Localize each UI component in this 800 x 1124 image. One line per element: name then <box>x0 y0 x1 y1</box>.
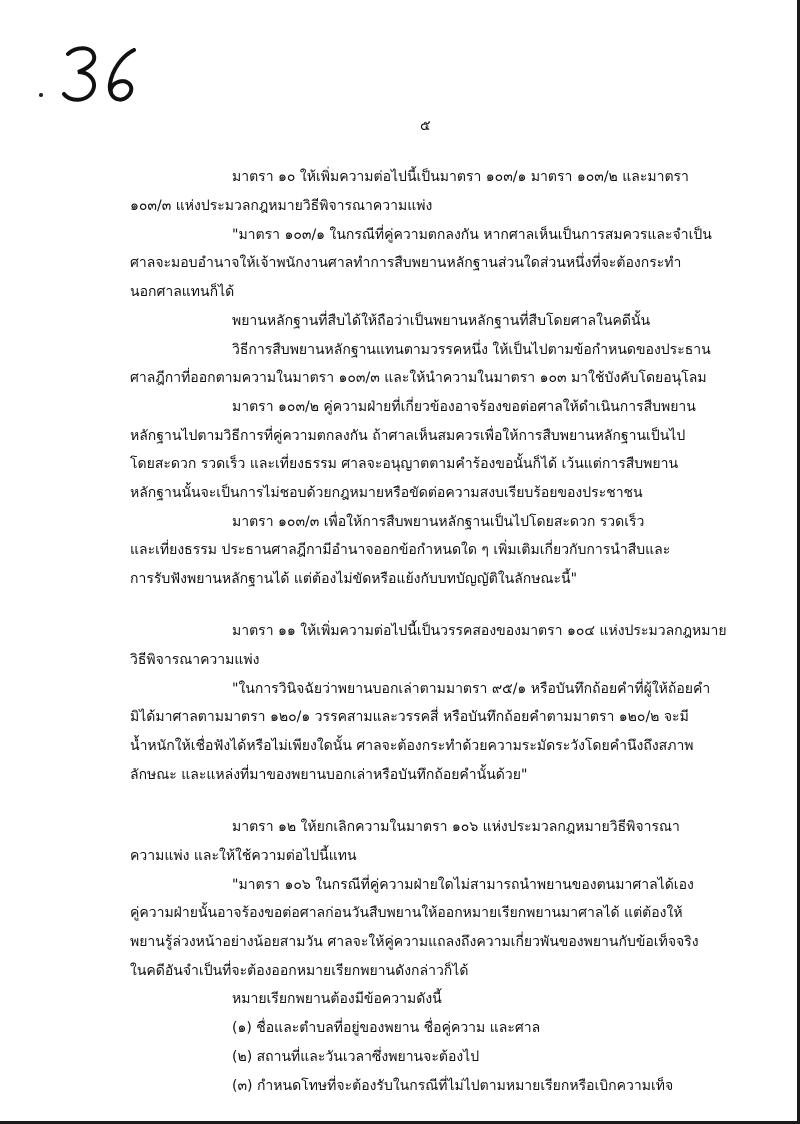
text-line: วิธีพิจารณาความแพ่ง <box>130 652 260 668</box>
text-line: มาตรา ๑๒ ให้ยกเลิกความในมาตรา ๑๐๖ แห่งประมวลกฎหมายวิธีพิจารณา <box>232 819 680 835</box>
text-line: การรับฟังพยานหลักฐานได้ แต่ต้องไม่ขัดหรือแย้งกับบทบัญญัติในลักษณะนี้" <box>130 571 578 587</box>
text-line: ๑๐๓/๓ แห่งประมวลกฎหมายวิธีพิจารณาความแพ่ง <box>130 198 433 214</box>
text-line: มิได้มาศาลตามมาตรา ๑๒๐/๑ วรรคสามและวรรคสี่ หรือบันทึกถ้อยคำตามมาตรา ๑๒๐/๒ จะมี <box>130 709 689 725</box>
text-line: (๑) ชื่อและตำบลที่อยู่ของพยาน ชื่อคู่ความ และศาล <box>232 1020 541 1036</box>
scan-dot <box>39 93 43 97</box>
text-line: ความแพ่ง และให้ใช้ความต่อไปนี้แทน <box>130 848 357 864</box>
text-line: คู่ความฝ่ายนั้นอาจร้องขอต่อศาลก่อนวันสืบพยานให้ออกหมายเรียกพยานมาศาลได้ แต่ต้องให้ <box>130 905 683 921</box>
text-line: พยานหลักฐานที่สืบได้ให้ถือว่าเป็นพยานหลักฐานที่สืบโดยศาลในคดีนั้น <box>232 313 651 329</box>
text-line: ลักษณะ และแหล่งที่มาของพยานบอกเล่าหรือบันทึกถ้อยคำนั้นด้วย" <box>130 767 528 783</box>
handwritten-page-number <box>62 44 142 106</box>
text-line: มาตรา ๑๐๓/๒ คู่ความฝ่ายที่เกี่ยวข้องอาจร้องขอต่อศาลให้ดำเนินการสืบพยาน <box>232 399 696 415</box>
text-line: มาตรา ๑๐ ให้เพิ่มความต่อไปนี้เป็นมาตรา ๑๐๓/๑ มาตรา ๑๐๓/๒ และมาตรา <box>232 169 689 185</box>
text-line: "มาตรา ๑๐๓/๑ ในกรณีที่คู่ความตกลงกัน หากศาลเห็นเป็นการสมควรและจำเป็น <box>232 227 712 243</box>
text-line: มาตรา ๑๐๓/๓ เพื่อให้การสืบพยานหลักฐานเป็นไปโดยสะดวก รวดเร็ว <box>232 514 645 530</box>
text-line: (๒) สถานที่และวันเวลาซึ่งพยานจะต้องไป <box>232 1049 480 1065</box>
text-line: ศาลฎีกาที่ออกตามความในมาตรา ๑๐๓/๓ และให้นำความในมาตรา ๑๐๓ มาใช้บังคับโดยอนุโลม <box>130 370 707 386</box>
text-line: วิธีการสืบพยานหลักฐานแทนตามวรรคหนึ่ง ให้เป็นไปตามข้อกำหนดของประธาน <box>232 342 711 358</box>
text-line: นอกศาลแทนก็ได้ <box>130 284 235 300</box>
text-line: มาตรา ๑๑ ให้เพิ่มความต่อไปนี้เป็นวรรคสองของมาตรา ๑๐๔ แห่งประมวลกฎหมาย <box>232 623 727 639</box>
text-line: "มาตรา ๑๐๖ ในกรณีที่คู่ความฝ่ายใดไม่สามารถนำพยานของตนมาศาลได้เอง <box>232 877 694 893</box>
text-line: หมายเรียกพยานต้องมีข้อความดังนี้ <box>232 991 442 1007</box>
text-line: และเที่ยงธรรม ประธานศาลฎีกามีอำนาจออกข้อกำหนดใด ๆ เพิ่มเติมเกี่ยวกับการนำสืบและ <box>130 542 671 558</box>
text-line: "ในการวินิจฉัยว่าพยานบอกเล่าตามมาตรา ๙๕/๑ หรือบันทึกถ้อยคำที่ผู้ให้ถ้อยคำ <box>232 681 711 697</box>
text-line: ในคดีอันจำเป็นที่จะต้องออกหมายเรียกพยานดังกล่าวก็ได้ <box>130 963 469 979</box>
text-line: หลักฐานนั้นจะเป็นการไม่ชอบด้วยกฎหมายหรือขัดต่อความสงบเรียบร้อยของประชาชน <box>130 485 643 501</box>
text-line: ศาลจะมอบอำนาจให้เจ้าพนักงานศาลทำการสืบพยานหลักฐานส่วนใดส่วนหนึ่งที่จะต้องกระทำ <box>130 255 682 271</box>
text-line: น้ำหนักให้เชื่อฟังได้หรือไม่เพียงใดนั้น ศาลจะต้องกระทำด้วยความระมัดระวังโดยคำนึงถึงสภาพ <box>130 738 694 754</box>
page-number: ๕ <box>420 118 431 134</box>
text-line: โดยสะดวก รวดเร็ว และเที่ยงธรรม ศาลจะอนุญาตตามคำร้องขอนั้นก็ได้ เว้นแต่การสืบพยาน <box>130 456 679 472</box>
text-line: หลักฐานไปตามวิธีการที่คู่ความตกลงกัน ถ้าศาลเห็นสมควรเพื่อให้การสืบพยานหลักฐานเป็นไป <box>130 428 686 444</box>
text-line: (๓) กำหนดโทษที่จะต้องรับในกรณีที่ไม่ไปตามหมายเรียกหรือเบิกความเท็จ <box>232 1078 674 1094</box>
text-line: พยานรู้ล่วงหน้าอย่างน้อยสามวัน ศาลจะให้คู่ความแถลงถึงความเกี่ยวพันของพยานกับข้อเท็จจริง <box>130 934 699 950</box>
